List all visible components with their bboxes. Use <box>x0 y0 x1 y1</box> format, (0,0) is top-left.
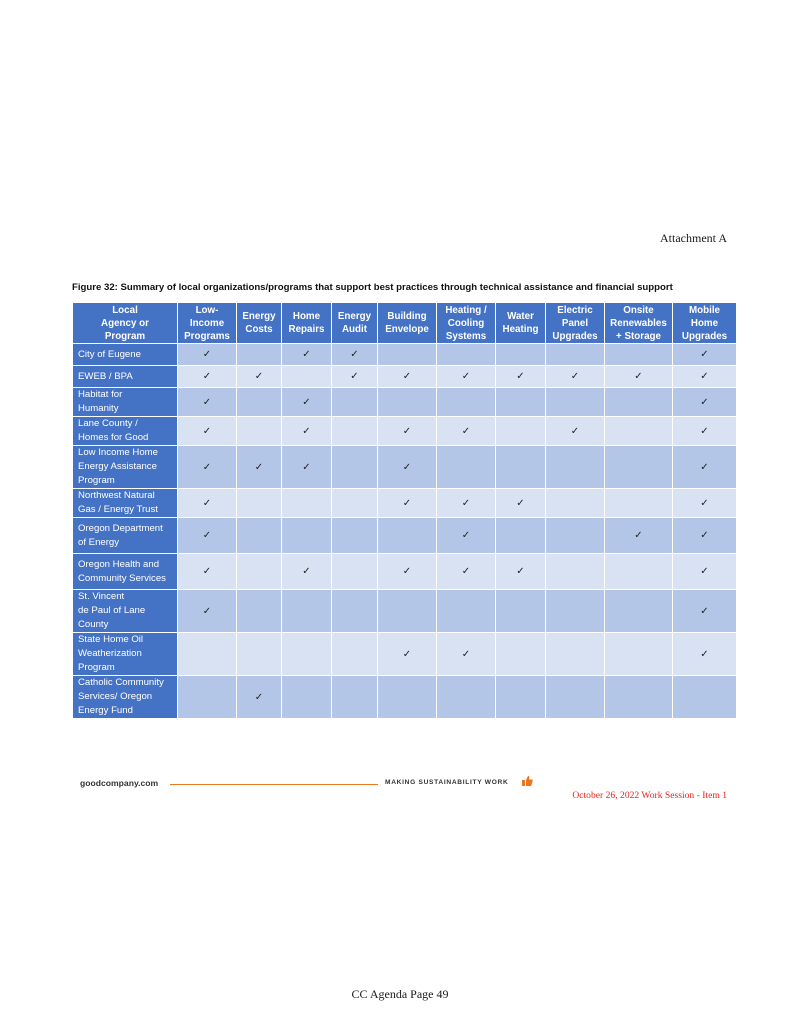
empty-cell <box>332 676 378 719</box>
check-cell <box>282 446 332 489</box>
column-header <box>237 303 282 344</box>
empty-cell <box>605 417 673 446</box>
empty-cell <box>546 388 605 417</box>
program-name-text: Weatherization <box>78 648 142 659</box>
table-row <box>73 446 737 489</box>
column-header-text: Onsite <box>623 304 654 316</box>
thumbs-up-icon <box>521 775 533 787</box>
program-name-cell <box>73 417 178 446</box>
column-header-text: Renewables <box>610 317 667 329</box>
empty-cell <box>237 554 282 590</box>
check-icon: ✓ <box>570 425 580 437</box>
program-name-cell <box>73 633 178 676</box>
column-header-text: Upgrades <box>552 330 598 342</box>
check-icon: ✓ <box>302 461 311 473</box>
empty-cell <box>605 489 673 518</box>
column-header <box>437 303 496 344</box>
check-icon: ✓ <box>700 530 709 541</box>
column-header-text: Electric <box>557 304 593 316</box>
empty-cell <box>437 676 496 719</box>
empty-cell <box>605 554 673 590</box>
empty-cell <box>237 633 282 676</box>
table-row <box>73 417 737 446</box>
empty-cell <box>378 590 437 633</box>
check-icon: ✓ <box>254 691 264 703</box>
check-cell <box>673 554 737 590</box>
empty-cell <box>496 446 546 489</box>
program-name-cell <box>73 676 178 719</box>
program-name-cell <box>73 590 178 633</box>
check-icon: ✓ <box>634 530 643 541</box>
check-icon: ✓ <box>402 461 412 473</box>
check-icon: ✓ <box>700 396 709 408</box>
column-header-text: Local <box>112 304 138 316</box>
footer-site: goodcompany.com <box>80 778 159 788</box>
program-name-text: Low Income Home <box>78 447 158 458</box>
column-header-text: Upgrades <box>681 330 728 342</box>
check-cell <box>178 489 237 518</box>
empty-cell <box>282 590 332 633</box>
check-icon: ✓ <box>700 425 709 437</box>
program-name-cell <box>73 446 178 489</box>
column-header-text: Income <box>189 317 225 329</box>
program-name-text: Program <box>78 475 115 486</box>
check-cell <box>178 366 237 388</box>
empty-cell <box>546 518 605 554</box>
column-header-text: Low- <box>195 304 219 316</box>
check-icon: ✓ <box>402 371 412 382</box>
check-icon: ✓ <box>700 371 709 382</box>
empty-cell <box>332 590 378 633</box>
check-cell <box>178 590 237 633</box>
program-name-text: Habitat for <box>78 389 123 400</box>
column-header-text: Cooling <box>447 317 485 329</box>
empty-cell <box>237 417 282 446</box>
check-icon: ✓ <box>402 425 412 437</box>
empty-cell <box>546 676 605 719</box>
attachment-label: Attachment A <box>660 231 727 245</box>
empty-cell <box>437 388 496 417</box>
check-cell <box>496 366 546 388</box>
program-name-cell <box>73 489 178 518</box>
check-cell <box>178 518 237 554</box>
program-name-text: Services/ Oregon <box>78 691 153 702</box>
check-icon: ✓ <box>461 530 471 541</box>
check-icon: ✓ <box>700 461 709 473</box>
empty-cell <box>496 344 546 366</box>
empty-cell <box>605 344 673 366</box>
check-cell <box>378 417 437 446</box>
table-row <box>73 366 737 388</box>
check-cell <box>673 417 737 446</box>
program-name-text: Lane County / <box>78 418 138 429</box>
check-cell <box>378 633 437 676</box>
empty-cell <box>332 446 378 489</box>
check-icon: ✓ <box>402 566 412 577</box>
check-cell <box>178 417 237 446</box>
check-cell <box>437 633 496 676</box>
check-icon: ✓ <box>254 461 264 473</box>
column-header-text: Heating <box>502 324 539 335</box>
check-icon: ✓ <box>302 396 311 408</box>
empty-cell <box>605 446 673 489</box>
table-row <box>73 518 737 554</box>
column-header-text: Heating / <box>445 304 487 316</box>
column-header-text: Home <box>690 317 719 329</box>
column-header-program <box>73 303 178 344</box>
empty-cell <box>605 590 673 633</box>
check-cell <box>496 554 546 590</box>
check-icon: ✓ <box>202 461 212 473</box>
empty-cell <box>332 518 378 554</box>
check-cell <box>237 366 282 388</box>
empty-cell <box>496 590 546 633</box>
table-row <box>73 590 737 633</box>
table-row <box>73 388 737 417</box>
empty-cell <box>546 590 605 633</box>
column-header-text: Programs <box>184 330 230 342</box>
check-cell <box>496 489 546 518</box>
check-cell <box>378 554 437 590</box>
check-icon: ✓ <box>516 497 525 509</box>
empty-cell <box>605 676 673 719</box>
column-header <box>673 303 737 344</box>
check-icon: ✓ <box>202 605 212 617</box>
check-icon: ✓ <box>461 566 471 577</box>
check-icon: ✓ <box>302 566 311 577</box>
check-icon: ✓ <box>254 371 264 382</box>
program-name-text: Program <box>78 662 115 673</box>
column-header-text: + Storage <box>616 330 661 342</box>
footer-tagline: MAKING SUSTAINABILITY WORK <box>385 779 509 786</box>
check-cell <box>605 518 673 554</box>
column-header-text: Agency or <box>101 317 149 329</box>
check-icon: ✓ <box>202 566 212 577</box>
empty-cell <box>546 344 605 366</box>
check-cell <box>673 489 737 518</box>
footer-divider <box>170 784 378 785</box>
empty-cell <box>673 676 737 719</box>
check-icon: ✓ <box>350 371 359 382</box>
program-name-cell <box>73 518 178 554</box>
empty-cell <box>496 633 546 676</box>
empty-cell <box>282 676 332 719</box>
check-icon: ✓ <box>202 349 212 360</box>
column-header-text: Water <box>507 311 534 322</box>
empty-cell <box>378 388 437 417</box>
check-icon: ✓ <box>700 605 709 617</box>
column-header <box>378 303 437 344</box>
program-name-text: Catholic Community <box>78 677 164 688</box>
check-cell <box>673 518 737 554</box>
check-cell <box>178 388 237 417</box>
program-name-cell <box>73 388 178 417</box>
check-cell <box>378 366 437 388</box>
table-row <box>73 633 737 676</box>
table-header-row <box>73 303 737 344</box>
column-header <box>332 303 378 344</box>
check-cell <box>673 388 737 417</box>
column-header-text: Energy <box>337 311 372 322</box>
check-icon: ✓ <box>461 425 471 437</box>
program-name-text: de Paul of Lane <box>78 605 146 616</box>
check-icon: ✓ <box>516 566 525 577</box>
check-cell <box>673 446 737 489</box>
check-cell <box>437 366 496 388</box>
table-row <box>73 344 737 366</box>
column-header-text: Panel <box>561 317 589 329</box>
program-name-text: State Home Oil <box>78 634 144 645</box>
check-cell <box>673 366 737 388</box>
program-name-text: Humanity <box>78 403 119 414</box>
program-name-text: Community Services <box>78 572 166 584</box>
empty-cell <box>496 417 546 446</box>
empty-cell <box>605 388 673 417</box>
empty-cell <box>437 590 496 633</box>
empty-cell <box>178 676 237 719</box>
empty-cell <box>282 633 332 676</box>
check-cell <box>178 446 237 489</box>
check-cell <box>282 417 332 446</box>
empty-cell <box>378 676 437 719</box>
program-name-text: St. Vincent <box>78 591 125 602</box>
table-row <box>73 489 737 518</box>
check-cell <box>673 344 737 366</box>
empty-cell <box>546 446 605 489</box>
check-cell <box>178 554 237 590</box>
empty-cell <box>332 417 378 446</box>
program-name-text: Oregon Health and <box>78 558 160 570</box>
check-icon: ✓ <box>402 648 412 660</box>
empty-cell <box>237 388 282 417</box>
session-note: October 26, 2022 Work Session - Item 1 <box>572 790 727 801</box>
empty-cell <box>282 518 332 554</box>
empty-cell <box>496 388 546 417</box>
check-cell <box>378 489 437 518</box>
check-cell <box>437 554 496 590</box>
check-icon: ✓ <box>700 648 709 660</box>
column-header-text: Building <box>387 311 427 322</box>
empty-cell <box>332 633 378 676</box>
check-cell <box>437 489 496 518</box>
check-cell <box>332 366 378 388</box>
table-row <box>73 554 737 590</box>
program-name-text: Gas / Energy Trust <box>78 504 158 515</box>
column-header-text: Audit <box>341 324 368 335</box>
program-name-cell <box>73 344 178 366</box>
figure-caption: Figure 32: Summary of local organizations/programs that support best practices through technical assistance and financial support <box>72 282 673 293</box>
check-cell <box>673 633 737 676</box>
empty-cell <box>237 489 282 518</box>
column-header <box>605 303 673 344</box>
check-cell <box>546 417 605 446</box>
column-header-text: Program <box>104 330 146 342</box>
empty-cell <box>332 554 378 590</box>
column-header-text: Repairs <box>288 324 325 335</box>
check-icon: ✓ <box>570 371 580 382</box>
program-name-cell <box>73 554 178 590</box>
check-icon: ✓ <box>202 425 212 437</box>
table-row <box>73 676 737 719</box>
check-icon: ✓ <box>461 371 471 382</box>
program-name-text: Northwest Natural <box>78 490 155 501</box>
check-icon: ✓ <box>700 497 709 509</box>
empty-cell <box>546 633 605 676</box>
check-cell <box>605 366 673 388</box>
program-name-text: Homes for Good <box>78 432 149 443</box>
check-cell <box>282 344 332 366</box>
empty-cell <box>437 344 496 366</box>
check-icon: ✓ <box>700 349 709 360</box>
column-header <box>496 303 546 344</box>
check-cell <box>178 344 237 366</box>
empty-cell <box>378 344 437 366</box>
column-header-text: Envelope <box>385 324 429 335</box>
empty-cell <box>605 633 673 676</box>
program-name-text: of Energy <box>78 536 120 548</box>
program-name-text: EWEB / BPA <box>78 370 133 382</box>
check-cell <box>437 518 496 554</box>
check-icon: ✓ <box>402 497 412 509</box>
empty-cell <box>546 554 605 590</box>
check-cell <box>237 676 282 719</box>
program-name-text: Energy Assistance <box>78 461 157 472</box>
check-icon: ✓ <box>202 530 212 541</box>
check-cell <box>282 388 332 417</box>
column-header-text: Costs <box>245 324 273 335</box>
page-number: CC Agenda Page 49 <box>351 987 449 1001</box>
check-icon: ✓ <box>516 371 525 382</box>
empty-cell <box>496 518 546 554</box>
check-icon: ✓ <box>700 566 709 577</box>
column-header-text: Energy <box>242 311 276 322</box>
check-icon: ✓ <box>461 497 471 509</box>
column-header-text: Systems <box>445 330 487 342</box>
check-icon: ✓ <box>350 349 359 360</box>
empty-cell <box>237 590 282 633</box>
check-cell <box>673 590 737 633</box>
check-icon: ✓ <box>202 371 212 382</box>
program-name-text: Oregon Department <box>78 522 163 534</box>
program-name-text: County <box>78 619 109 630</box>
empty-cell <box>237 518 282 554</box>
check-icon: ✓ <box>302 425 311 437</box>
column-header <box>546 303 605 344</box>
check-icon: ✓ <box>302 349 311 360</box>
empty-cell <box>496 676 546 719</box>
column-header-text: Mobile <box>688 304 721 316</box>
program-name-text: City of Eugene <box>78 348 141 360</box>
check-cell <box>378 446 437 489</box>
empty-cell <box>378 518 437 554</box>
column-header <box>282 303 332 344</box>
program-name-text: Energy Fund <box>78 705 133 716</box>
column-header-text: Home <box>292 311 321 322</box>
check-cell <box>437 417 496 446</box>
empty-cell <box>332 388 378 417</box>
empty-cell <box>237 344 282 366</box>
program-name-cell <box>73 366 178 388</box>
table-body <box>73 344 737 719</box>
check-icon: ✓ <box>202 396 212 408</box>
empty-cell <box>178 633 237 676</box>
column-header <box>178 303 237 344</box>
check-cell <box>237 446 282 489</box>
check-cell <box>282 554 332 590</box>
check-cell <box>546 366 605 388</box>
empty-cell <box>546 489 605 518</box>
empty-cell <box>282 366 332 388</box>
empty-cell <box>437 446 496 489</box>
check-icon: ✓ <box>634 371 643 382</box>
programs-matrix-table <box>72 302 737 719</box>
check-cell <box>332 344 378 366</box>
check-icon: ✓ <box>461 648 471 660</box>
empty-cell <box>282 489 332 518</box>
empty-cell <box>332 489 378 518</box>
check-icon: ✓ <box>202 497 212 509</box>
